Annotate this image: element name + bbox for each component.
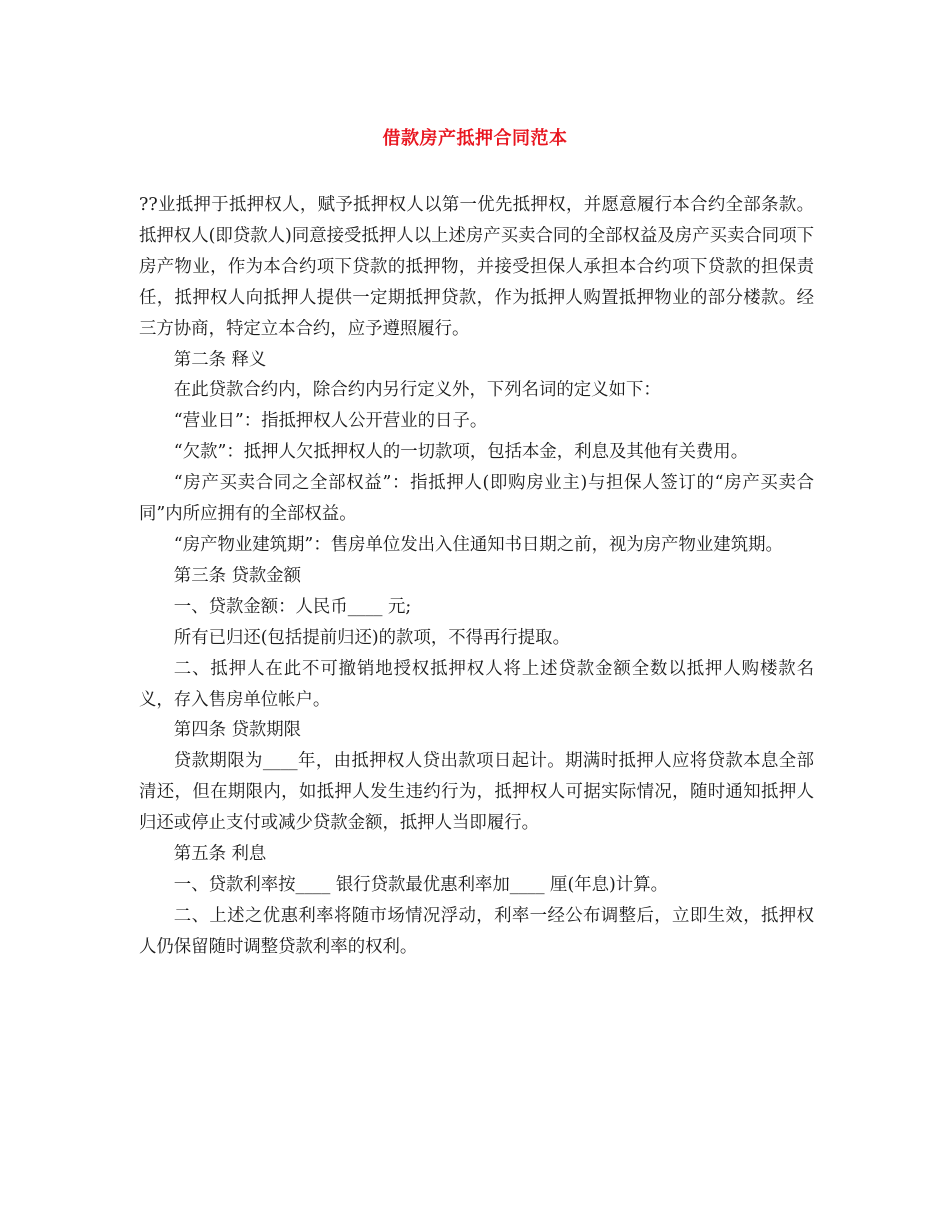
clause-item: 二、上述之优惠利率将随市场情况浮动，利率一经公布调整后，立即生效，抵押权人仍保留随时调整贷款利率的权利。 xyxy=(139,905,814,957)
definition-item: “欠款”：抵押人欠抵押权人的一切款项，包括本金，利息及其他有关费用。 xyxy=(173,442,749,463)
document-body xyxy=(139,190,814,963)
clause-item: 一、贷款金额：人民币____ 元; xyxy=(173,596,412,617)
definition-item: “营业日”：指抵押权人公开营业的日子。 xyxy=(173,411,488,432)
article-heading-5: 第五条 利息 xyxy=(173,844,267,865)
paragraph: 在此贷款合约内，除合约内另行定义外，下列名词的定义如下： xyxy=(173,380,661,401)
clause-item: 二、抵押人在此不可撤销地授权抵押权人将上述贷款金额全数以抵押人购楼款名义，存入售房单位帐户。 xyxy=(139,658,814,710)
paragraph: 贷款期限为____年，由抵押权人贷出款项日起计。期满时抵押人应将贷款本息全部清还，但在期限内，如抵押人发生违约行为，抵押权人可据实际情况，随时通知抵押人归还或停止支付或减少贷款金额，抵押人当即履行。 xyxy=(139,751,814,834)
clause-item: 一、贷款利率按____ 银行贷款最优惠利率加____ 厘(年息)计算。 xyxy=(173,874,668,895)
article-heading-4: 第四条 贷款期限 xyxy=(173,720,302,741)
article-heading-2: 第二条 释义 xyxy=(173,349,267,370)
document-title: 借款房产抵押合同范本 xyxy=(382,128,568,149)
definition-item: “房产物业建筑期”：售房单位发出入住通知书日期之前，视为房产物业建筑期。 xyxy=(173,534,783,555)
definition-item: “房产买卖合同之全部权益”：指抵押人(即购房业主)与担保人签订的“房产买卖合同”内所应拥有的全部权益。 xyxy=(139,473,814,525)
article-heading-3: 第三条 贷款金额 xyxy=(173,565,302,586)
paragraph-preamble: ??业抵押于抵押权人，赋予抵押权人以第一优先抵押权，并愿意履行本合约全部条款。抵押权人(即贷款人)同意接受抵押人以上述房产买卖合同的全部权益及房产买卖合同项下房产物业，作为本合约项下贷款的抵押物，并接受担保人承担本合约项下贷款的担保责任，抵押权人向抵押人提供一定期抵押贷款，作为抵押人购置抵押物业的部分楼款。经三方协商，特定立本合约，应予遵照履行。 xyxy=(139,195,814,339)
paragraph: 所有已归还(包括提前归还)的款项，不得再行提取。 xyxy=(173,627,570,648)
